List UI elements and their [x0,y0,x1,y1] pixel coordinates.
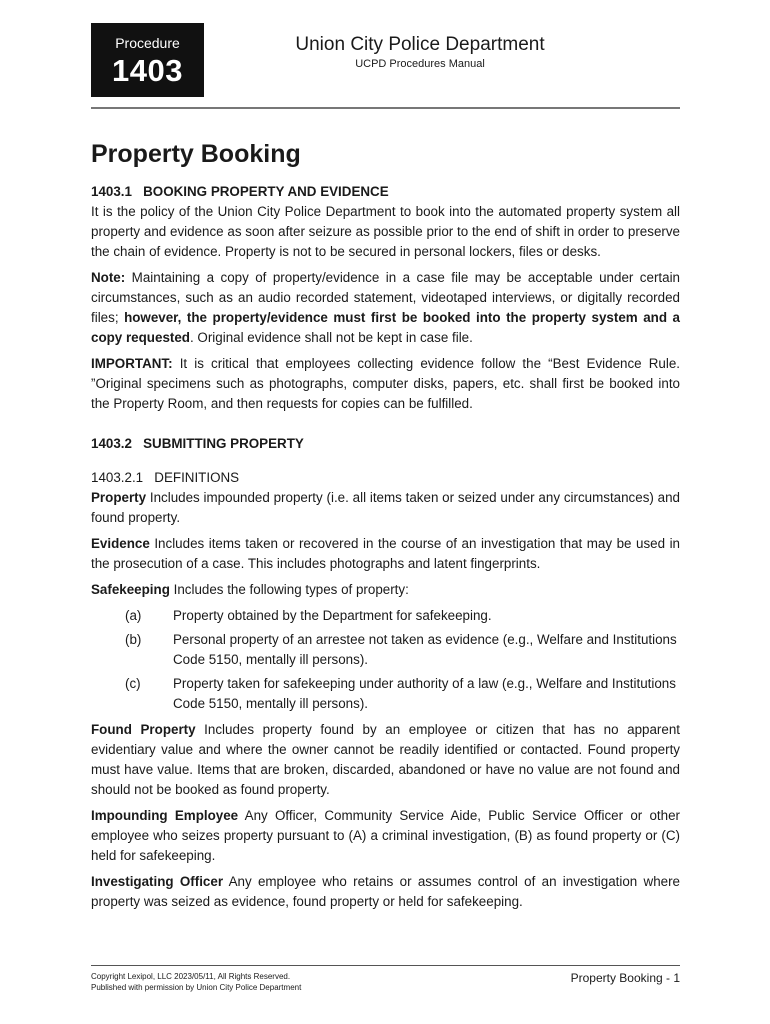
note-emphasis: however, the property/evidence must first be booked into the property system and a copy requested [91,310,680,345]
list-marker: (c) [125,676,141,691]
term-investigating-officer: Investigating Officer [91,874,224,889]
definition-found-property: Found Property Includes property found by an employee or citizen that has no apparent evidentiary value and where the owner cannot be readily identified or contacted. Found property must have value. Items that are broken, discarded, abandoned or have no value are not found and should not be booked as found property. [91,722,681,797]
definition-impounding-employee: Impounding Employee Any Officer, Community Service Aide, Public Service Officer or other employee who seizes property pursuant to (A) a criminal investigation, (B) as found property or (C) held for safekeeping. [91,808,680,863]
footer-copyright [91,971,301,993]
definition-property: Property Includes impounded property (i.e. all items taken or seized under any circumstances) and found property. [91,490,680,525]
subsection-heading-definitions: 1403.2.1 DEFINITIONS [91,470,240,485]
term-property: Property [91,490,147,505]
term-evidence: Evidence [91,536,150,551]
list-text: Property taken for safekeeping under authority of a law (e.g., Welfare and Institutions Code 5150, mentally ill persons). [173,676,676,711]
term-safekeeping: Safekeeping [91,582,170,597]
safekeeping-list [91,606,680,714]
list-text: Property obtained by the Department for safekeeping. [173,608,492,623]
permission-line: Published with permission by Union City Police Department [91,983,302,992]
important-paragraph [91,354,680,414]
list-text: Personal property of an arrestee not taken as evidence (e.g., Welfare and Institutions Code 5150, mentally ill persons). [173,632,677,667]
list-item [91,630,680,670]
footer-divider [91,965,680,966]
note-paragraph [91,268,680,348]
definition-safekeeping: Safekeeping Includes the following types of property: [91,582,409,597]
document-body [91,136,680,918]
important-label: IMPORTANT: [91,356,173,371]
note-text: Maintaining a copy of property/evidence in a case file may be acceptable under certain circumstances, such as an audio recorded statement, videotaped interviews, or digitally recorded files; [91,270,680,325]
note-label: Note: [91,270,126,285]
policy-paragraph: It is the policy of the Union City Police Department to book into the automated property system all property and evidence as soon after seizure as possible prior to the end of shift in order to preserve the chain of evidence. Property is not to be secured in personal lockers, files or desks. [91,204,680,259]
procedure-badge [91,23,204,97]
important-text: It is critical that employees collecting evidence follow the “Best Evidence Rule. ”Original specimens such as photographs, computer disks, papers, etc. shall first be booked into the Property Room, and then requests for copies can be fulfilled. [91,356,680,411]
list-marker: (a) [125,608,142,623]
list-item [91,674,680,714]
list-marker: (b) [125,632,142,647]
procedure-label: Procedure [115,35,180,51]
term-impounding-employee: Impounding Employee [91,808,239,823]
section-heading-1403-1: 1403.1 BOOKING PROPERTY AND EVIDENCE [91,184,389,199]
list-item [91,606,680,626]
header-divider [91,107,680,109]
page-title: Property Booking [91,140,301,168]
procedure-number: 1403 [112,53,183,88]
definition-investigating-officer: Investigating Officer Any employee who retains or assumes control of an investigation where property was seized as evidence, found property or held for safekeeping. [91,874,681,909]
page-number: Property Booking - 1 [570,971,680,985]
term-found-property: Found Property [91,722,196,737]
manual-name: UCPD Procedures Manual [355,58,485,70]
copyright-line: Copyright Lexipol, LLC 2023/05/11, All Rights Reserved. [91,972,291,981]
section-heading-1403-2: 1403.2 SUBMITTING PROPERTY [91,436,304,451]
definition-evidence: Evidence Includes items taken or recovered in the course of an investigation that may be used in the prosecution of a case. This includes photographs and latent fingerprints. [91,536,680,571]
note-end: . Original evidence shall not be kept in case file. [189,330,473,345]
department-name: Union City Police Department [295,34,545,55]
